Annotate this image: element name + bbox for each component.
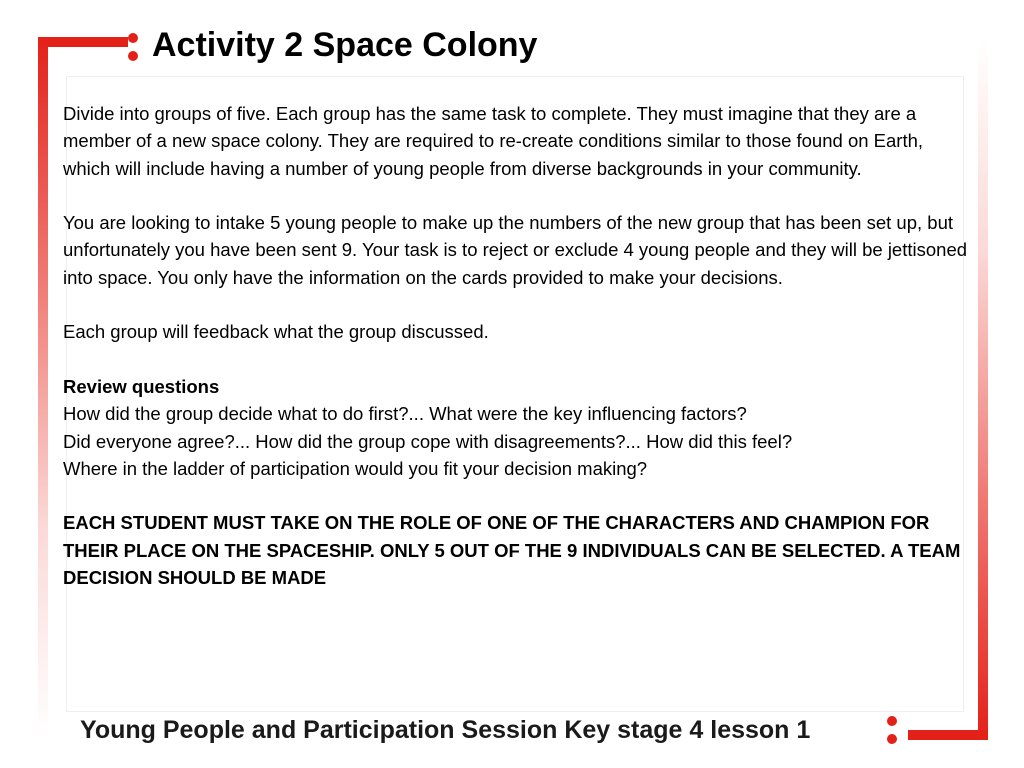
slide-title: Activity 2 Space Colony — [152, 26, 538, 64]
slide-footer: Young People and Participation Session Key stage 4 lesson 1 — [80, 716, 811, 744]
frame-left-bar — [38, 37, 48, 737]
review-question: Where in the ladder of participation would you fit your decision making? — [63, 457, 648, 479]
slide-body — [63, 100, 968, 591]
role-instruction: EACH STUDENT MUST TAKE ON THE ROLE OF ONE OF THE CHARACTERS AND CHAMPION FOR THEIR PLACE ON THE SPACESHIP. ONLY 5 OUT OF THE 9 INDIVIDUALS CAN BE SELECTED. A TEAM DECISION SHOULD BE MADE — [63, 512, 961, 589]
review-question: How did the group decide what to do first?... What were the key influencing factors? — [63, 403, 747, 425]
frame-right-bar — [978, 40, 988, 740]
paragraph-instructions: Divide into groups of five. Each group has the same task to complete. They must imagine that they are a member of a new space colony. They are required to re-create conditions similar to those found on Earth, which will include having a number of young people from diverse backgrounds in your community. — [63, 103, 924, 179]
frame-bottom-bar — [908, 730, 988, 740]
paragraph-task: You are looking to intake 5 young people to make up the numbers of the new group that has been set up, but unfortunately you have been sent 9. Your task is to reject or exclude 4 young people and they will be jettisoned into space. You only have the information on the cards provided to make your decisions. — [63, 212, 968, 288]
title-colon-icon — [128, 33, 138, 61]
paragraph-feedback: Each group will feedback what the group discussed. — [63, 321, 489, 343]
review-question: Did everyone agree?... How did the group cope with disagreements?... How did this feel? — [63, 430, 793, 452]
footer-colon-icon — [887, 716, 897, 744]
review-heading: Review questions — [63, 375, 220, 397]
frame-top-bar — [38, 37, 128, 47]
